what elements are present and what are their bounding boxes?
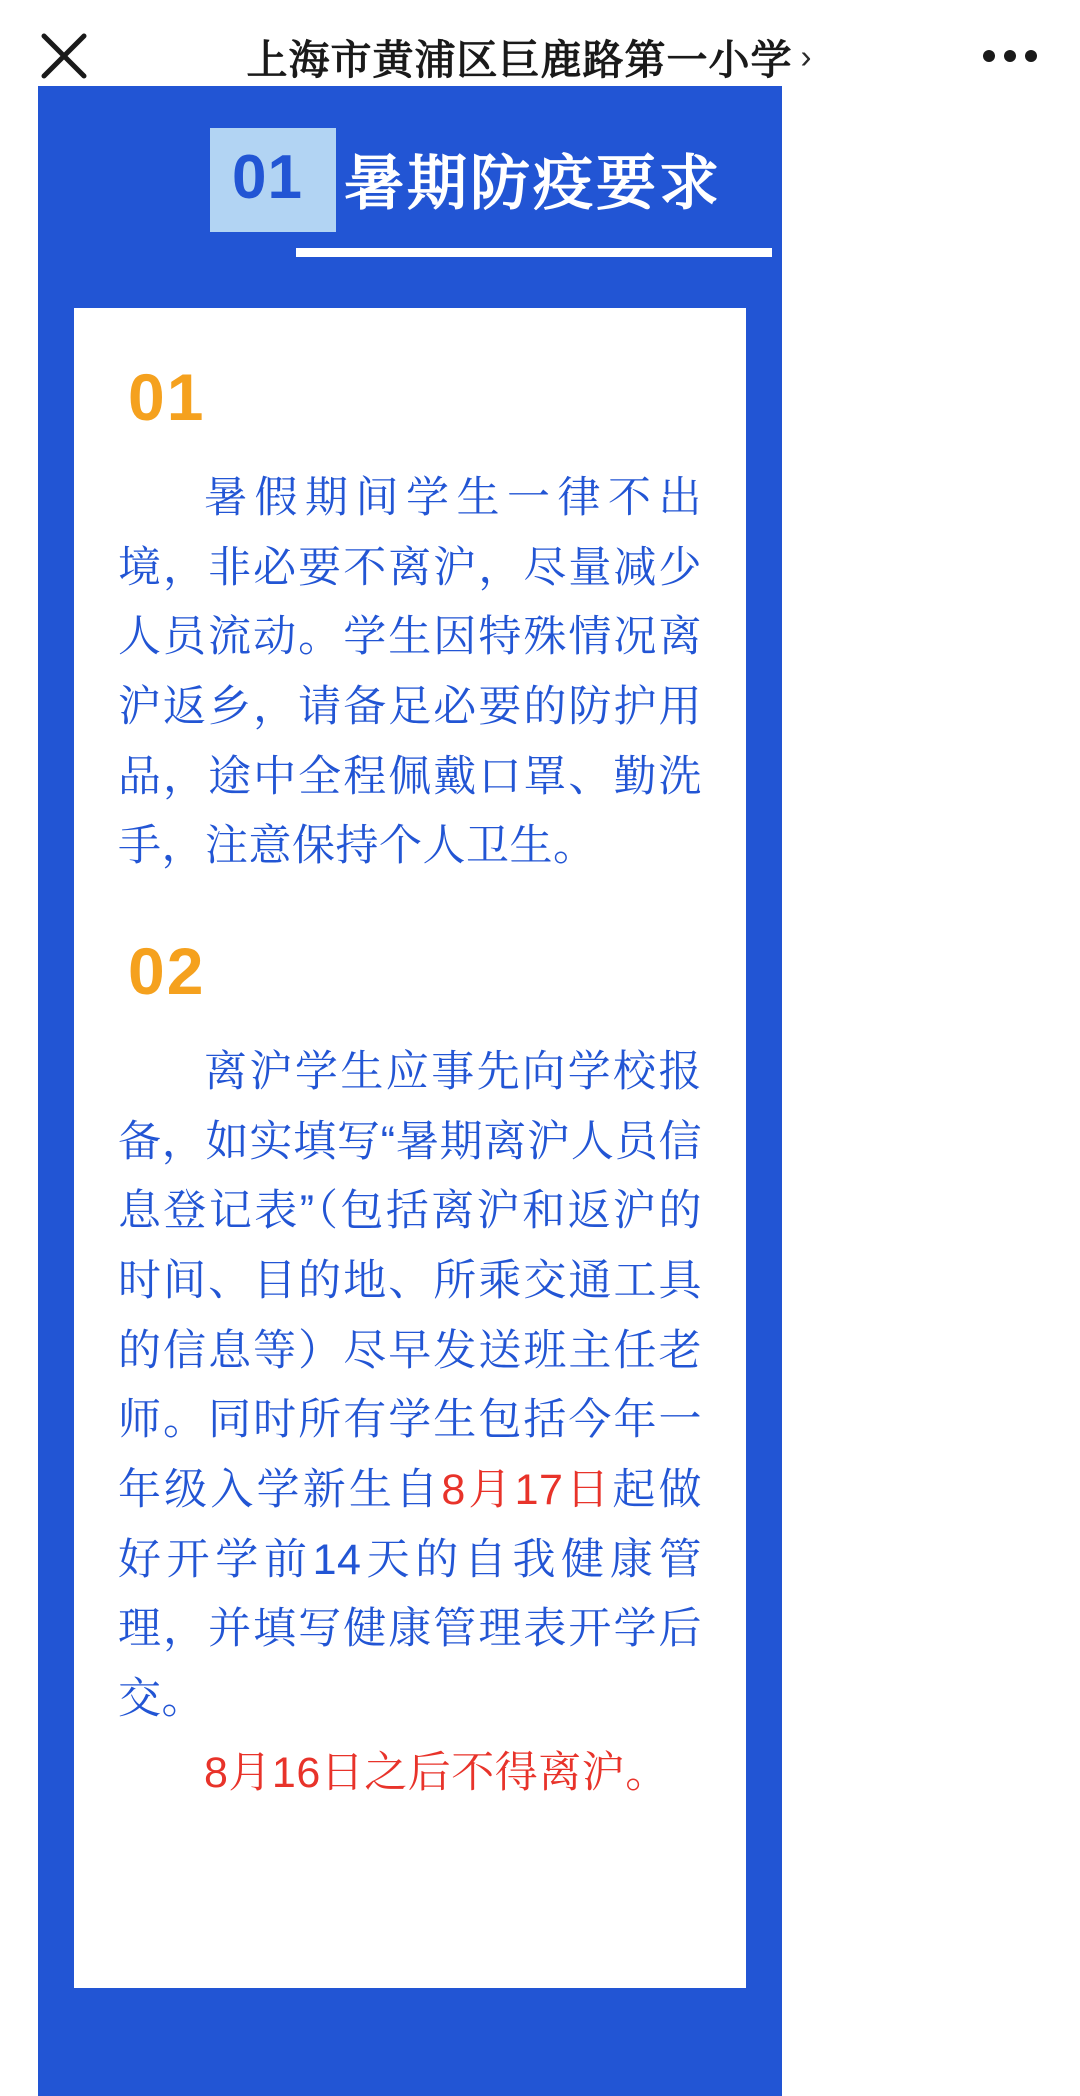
section-badge-number: 01 <box>232 143 303 212</box>
more-options-icon[interactable] <box>974 26 1046 86</box>
poster-header-title: 暑期防疫要求 <box>344 150 722 217</box>
chevron-right-icon: › <box>800 37 812 75</box>
paragraph-run: 暑假期间学生一律不出境，非必要不离沪，尽量减少人员流动。学生因特殊情况离沪返乡，请备足必要的防护用品，途中全程佩戴口罩、勤洗手，注意保持个人卫生。 <box>118 474 702 871</box>
section-02-warning: 8月16日之后不得离沪。 <box>204 1748 669 1797</box>
content-card <box>74 308 746 1988</box>
section-number-02: 02 <box>128 933 206 1008</box>
more-dot <box>983 50 995 62</box>
page-title[interactable] <box>84 27 974 86</box>
section-02-paragraph <box>118 1038 702 1735</box>
more-dot <box>1004 50 1016 62</box>
poster-body <box>38 86 782 2096</box>
page-title-text: 上海市黄浦区巨鹿路第一小学 <box>246 36 793 83</box>
paragraph-run: 离沪学生应事先向学校报备，如实填写“暑期离沪人员信息登记表”（包括离沪和返沪的时间、目的地、所乘交通工具的信息等）尽早发送班主任老师。同时所有学生包括今年一年级入学新生自 <box>118 1047 702 1514</box>
section-number-01: 01 <box>128 360 206 434</box>
paragraph-run-highlight-date: 8月17日 <box>441 1465 613 1514</box>
more-dot <box>1025 50 1037 62</box>
paragraph-run: 起做好开学前14天的自我健康管理，并填写健康管理表开学后交。 <box>118 1465 702 1723</box>
header-underline <box>296 248 772 257</box>
section-01-paragraph <box>118 464 702 882</box>
poster-header <box>170 128 736 264</box>
